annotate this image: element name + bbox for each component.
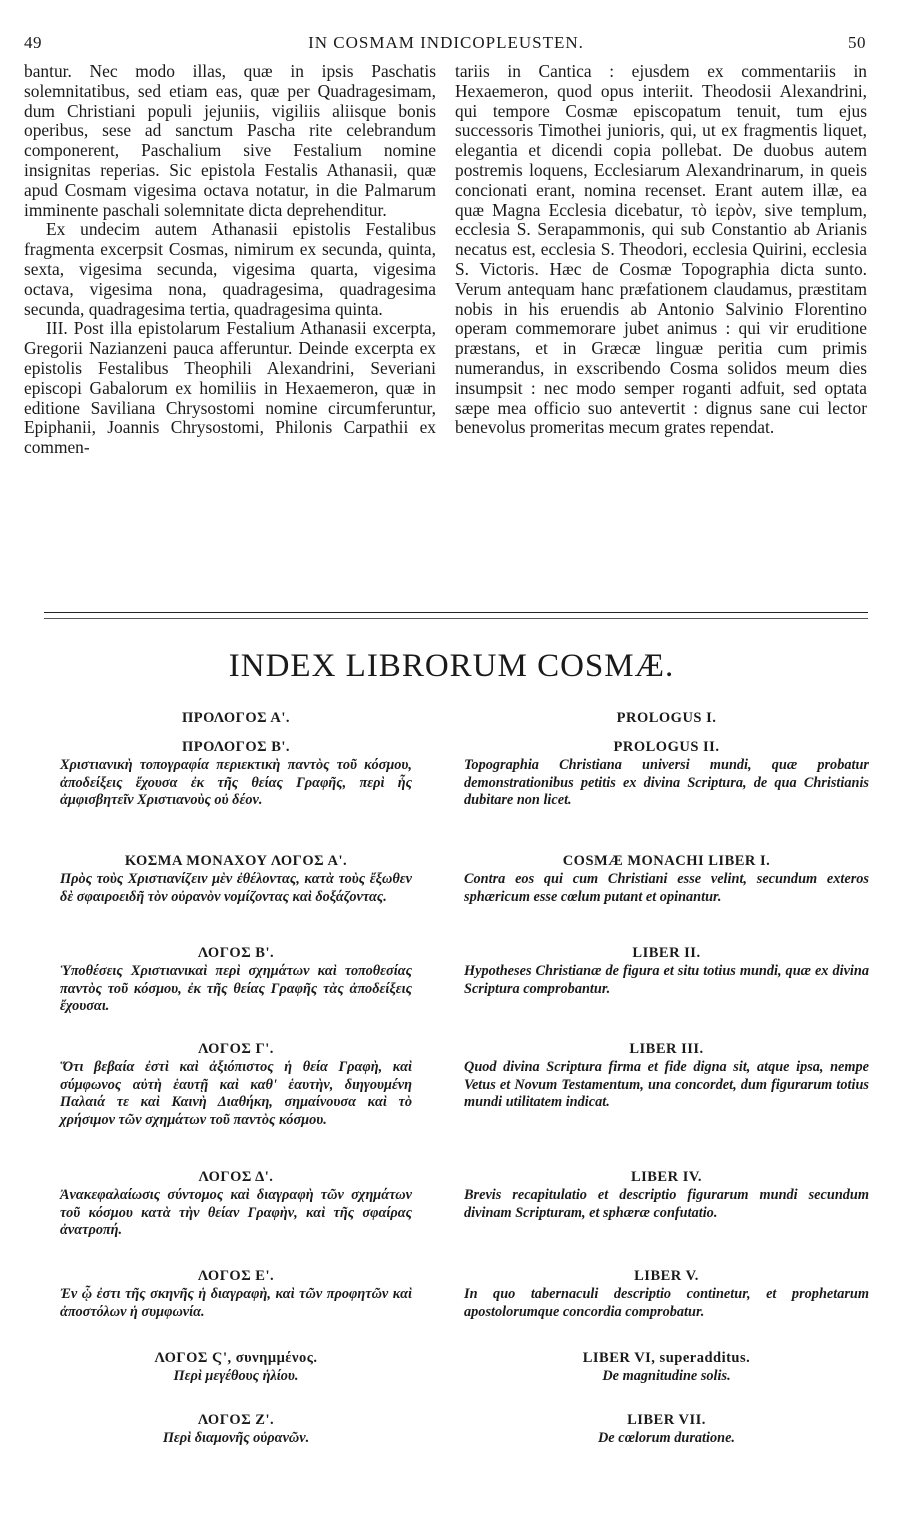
greek-entry-heading: ΛΟΓΟΣ Γ'.: [198, 1041, 274, 1057]
greek-entry-heading: ΠΡΟΛΟΓΟΣ Α'.: [181, 710, 291, 726]
latin-entry-description: Hypotheses Christianæ de figura et situ totius mundi, quæ ex divina Scriptura comprobantur.: [464, 963, 869, 997]
greek-entry: [60, 709, 412, 728]
greek-entry: [60, 944, 412, 1016]
index-title: INDEX LIBRORUM COSMÆ.: [228, 648, 675, 684]
section-divider-thin: [44, 618, 868, 619]
latin-entry-description: Quod divina Scriptura firma et fide digna sit, atque ipsa, nempe Vetus et Novum Testamentum, una concordet, dum figurarum totius mundi utilitatem indicat.: [464, 1059, 869, 1110]
latin-entry-heading: PROLOGUS I.: [616, 710, 717, 726]
greek-entry: [60, 1411, 412, 1448]
latin-entry: [464, 944, 869, 998]
greek-entry-description: Ἀνακεφαλαίωσις σύντομος καὶ διαγραφὴ τῶν σχημάτων τοῦ κόσμου κατὰ τὴν θείαν Γραφὴν, καὶ τῆς σφαίρας ἀνατροπή.: [60, 1187, 412, 1238]
greek-entry: [60, 1168, 412, 1240]
left-paragraph-3: III. Post illa epistolarum Festalium Athanasii excerpta, Gregorii Nazianzeni pauca afferuntur. Deinde excerpta ex epistolis Festalibus Theophili Alexandrini, Severiani episcopi Gabalorum ex homiliis in Hexaemeron, quæ in editione Saviliana Chrysostomi nomine circumferuntur, Epiphanii, Joannis Chrysostomi, Philonis Carpathii ex commen-: [24, 318, 436, 458]
greek-entry-description: Περὶ μεγέθους ἡλίου.: [173, 1368, 299, 1384]
greek-entry-heading: ΛΟΓΟΣ Ϛ', συνημμένος.: [154, 1350, 318, 1366]
greek-entry-heading: ΠΡΟΛΟΓΟΣ Β'.: [181, 739, 291, 755]
greek-entry-description: Ἐν ᾧ ἐστι τῆς σκηνῆς ἡ διαγραφὴ, καὶ τῶν προφητῶν καὶ ἀποστόλων ἡ συμφωνία.: [60, 1286, 412, 1320]
page-number-right: 50: [848, 33, 866, 52]
latin-entry: [464, 1349, 869, 1386]
latin-entry: [464, 1267, 869, 1321]
greek-entry-heading: ΛΟΓΟΣ Δ'.: [198, 1169, 274, 1185]
greek-entry: [60, 738, 412, 810]
running-header: [22, 33, 870, 59]
left-paragraph-1: bantur. Nec modo illas, quæ in ipsis Paschatis solemnitatibus, sed etiam eas, quæ per Quadragesimam, dum Christiani populi jejuniis, vigiliis aliisque bonis operibus, sese ad sanctum Pascha rite celebrandum componerent, Paschalium sive Festalium nomine insignitas reperias. Sic epistola Festalis Athanasii, quæ apud Cosmam vigesima octava notatur, in die Palmarum imminente paschali solemnitate dicta deprehenditur.: [24, 61, 436, 220]
page-number-left: 49: [24, 33, 42, 52]
latin-entry-heading: LIBER II.: [632, 945, 701, 961]
greek-entry: [60, 1349, 412, 1386]
latin-entry-heading: COSMÆ MONACHI LIBER I.: [562, 853, 771, 869]
latin-entry-description: De cœlorum duratione.: [597, 1430, 736, 1446]
greek-entry: [60, 1040, 412, 1129]
left-paragraph-2: Ex undecim autem Athanasii epistolis Festalibus fragmenta excerpsit Cosmas, nimirum ex secunda, quinta, sexta, vigesima secunda, vigesima quarta, vigesima octava, vigesima nona, quadragesima, quadragesima secunda, quadragesima tertia, quadragesima quinta.: [24, 219, 436, 319]
right-paragraph-1: tariis in Cantica : ejusdem ex commentariis in Hexaemeron, quod opus interiit. Theodosii Alexandrini, qui tempore Cosmæ episcopatum tenuit, tum ejus successoris Timothei junioris, qui, ut ex fragmentis liquet, elegantia et dicendi copia pollebat. De duobus autem postremis loquens, Ecclesiarum Alexandrinarum, in queis concionati erant, nomina recenset. Erant autem illæ, ea quæ Magna Ecclesia dicebatur, τὸ ἱερὸν, sive templum, ecclesia S. Serapammonis, qui sub Constantio ab Arianis necatus est, ecclesia S. Theodori, ecclesia Quirini, ecclesia S. Victoris. Hæc de Cosmæ Topographia dicta sunto. Verum antequam hanc præfationem claudamus, præstitam nobis in his eruendis ab Antonio Salvinio Florentino operam commemorare jubet animus : qui vir eruditione præstans, et in Græcæ linguæ peritia cum primis numerandus, in exscribendo Cosma solidos meum dies insumpsit : nec modo semper roganti adfuit, sed optata sæpe mea officio suo antevertit : dignus sane cui lector benevolus promeritas mecum grates rependat.: [455, 61, 867, 438]
latin-entry: [464, 1168, 869, 1222]
greek-entry-heading: ΛΟΓΟΣ Β'.: [197, 945, 275, 961]
latin-entry: [464, 852, 869, 906]
greek-entry-description: Ὅτι βεβαία ἐστὶ καὶ ἀξιόπιστος ἡ θεία Γραφὴ, καὶ σύμφωνος αὐτὴ ἑαυτῇ καὶ καθ' ἑαυτὴν, διηγουμένη Παλαιά τε καὶ Καινὴ Διαθήκη, σημαίνουσα καὶ τὸ χρήσιμον τῶν σχημάτων τοῦ παντὸς κόσμου.: [60, 1059, 412, 1128]
latin-entry-heading: PROLOGUS II.: [613, 739, 720, 755]
latin-entry: [464, 709, 869, 728]
right-text-column: [455, 62, 867, 438]
greek-entry-heading: ΛΟΓΟΣ Ζ'.: [197, 1412, 275, 1428]
section-divider: [44, 612, 868, 613]
greek-entry-heading: ΛΟΓΟΣ Ε'.: [197, 1268, 275, 1284]
latin-entry-description: Brevis recapitulatio et descriptio figurarum mundi secundum divinam Scripturam, et sphæræ confutatio.: [464, 1187, 869, 1221]
greek-entry: [60, 1267, 412, 1321]
greek-entry-description: Ὑποθέσεις Χριστιανικαὶ περὶ σχημάτων καὶ τοποθεσίας παντὸς τοῦ κόσμου, ἐκ τῆς θείας Γραφῆς τὰς ἀποδείξεις ἔχουσαι.: [60, 963, 412, 1014]
latin-entry: [464, 738, 869, 810]
greek-entry-heading: ΚΟΣΜΑ ΜΟΝΑΧΟΥ ΛΟΓΟΣ Α'.: [124, 853, 348, 869]
latin-entry-heading: LIBER VII.: [627, 1412, 706, 1428]
greek-entry-description: Περὶ διαμονῆς οὐρανῶν.: [162, 1430, 310, 1446]
running-title: IN COSMAM INDICOPLEUSTEN.: [308, 33, 584, 52]
latin-entry-heading: LIBER III.: [629, 1041, 704, 1057]
left-text-column: [24, 62, 436, 458]
latin-entry: [464, 1040, 869, 1112]
greek-entry-description: Χριστιανικὴ τοπογραφία περιεκτικὴ παντὸς τοῦ κόσμου, ἀποδείξεις ἔχουσα ἐκ τῆς θείας Γραφῆς, περὶ ἧς ἀμφισβητεῖν Χριστιανοὺς οὐ δέον.: [60, 757, 412, 808]
latin-entry-heading: LIBER IV.: [630, 1169, 703, 1185]
latin-entry: [464, 1411, 869, 1448]
latin-entry-heading: LIBER VI, superadditus.: [582, 1350, 751, 1366]
latin-entry-description: De magnitudine solis.: [602, 1368, 731, 1384]
latin-entry-description: Contra eos qui cum Christiani esse velint, secundum exteros sphæricum esse cœlum putant et opinantur.: [464, 871, 869, 905]
latin-entry-heading: LIBER V.: [634, 1268, 699, 1284]
latin-entry-description: In quo tabernaculi descriptio continetur, et prophetarum apostolorumque concordia comprobatur.: [464, 1286, 869, 1320]
greek-entry: [60, 852, 412, 906]
greek-entry-description: Πρὸς τοὺς Χριστιανίζειν μὲν ἐθέλοντας, κατὰ τοὺς ἔξωθεν δὲ σφαιροειδῆ τὸν οὐρανὸν νομίζοντας καὶ δοξάζοντας.: [60, 871, 412, 905]
latin-entry-description: Topographia Christiana universi mundi, quæ probatur demonstrationibus petitis ex divina Scriptura, de qua Christianis dubitare non licet.: [464, 757, 869, 808]
